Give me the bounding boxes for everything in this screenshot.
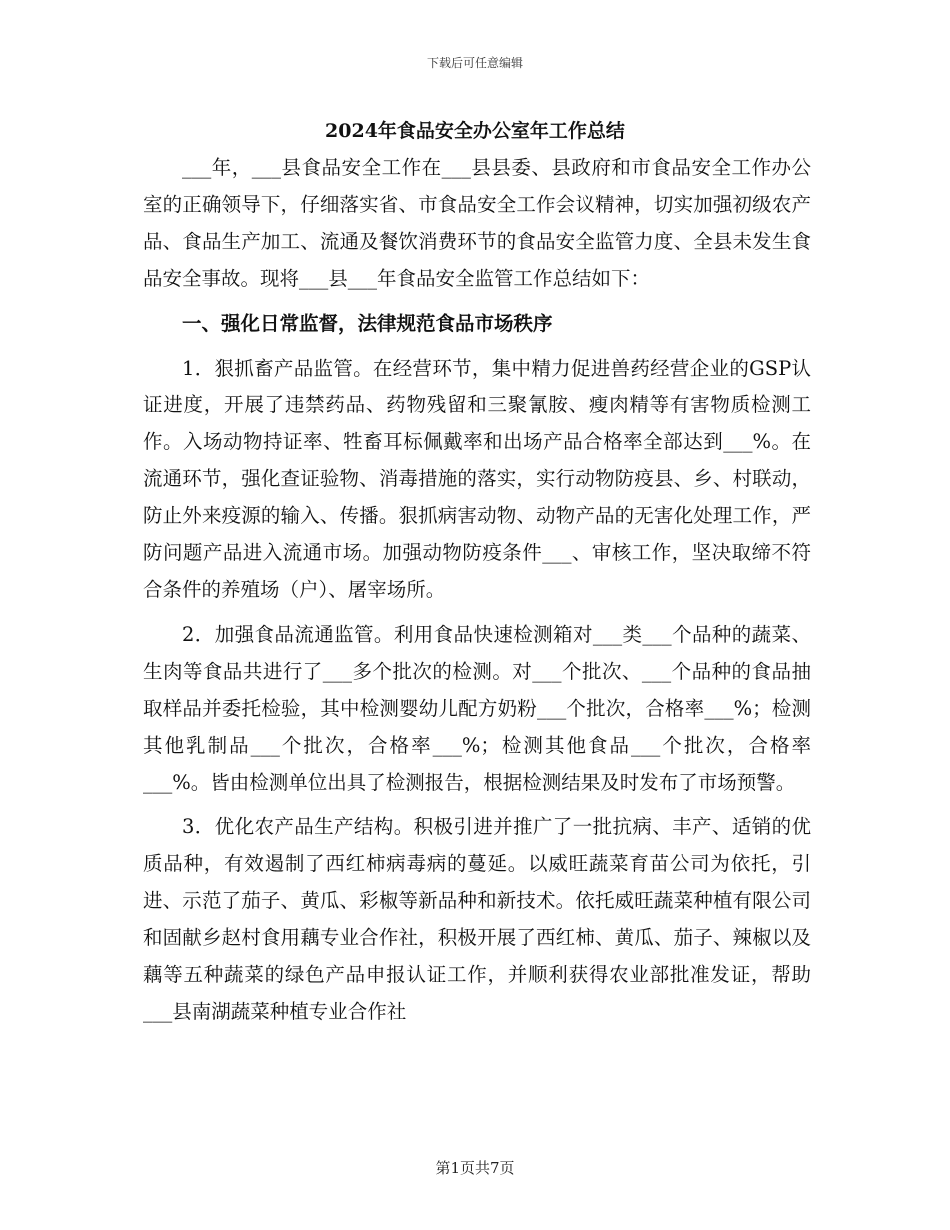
paragraph-agriculture: 3．优化农产品生产结构。积极引进并推广了一批抗病、丰产、适销的优质品种，有效遏制了西红柿病毒病的蔓延。以威旺蔬菜育苗公司为依托，引进、示范了茄子、黄瓜、彩椒等新品种和新技术。依托威旺蔬菜种植有限公司和固献乡赵村食用藕专业合作社，积极开展了西红柿、黄瓜、茄子、辣椒以及藕等五种蔬菜的绿色产品申报认证工作，并顺利获得农业部批准发证，帮助___县南湖蔬菜种植专业合作社	[143, 815, 811, 1023]
page-header: 下载后可任意编辑	[426, 56, 523, 70]
page-footer: 第1页共7页	[435, 1159, 515, 1177]
intro-paragraph: ___年，___县食品安全工作在___县县委、县政府和市食品安全工作办公室的正确领导下，仔细落实省、市食品安全工作会议精神，切实加强初级农产品、食品生产加工、流通及餐饮消费环节的食品安全监管力度、全县未发生食品安全事故。现将___县___年食品安全监管工作总结如下：	[143, 156, 811, 290]
paragraph-livestock: 1．狠抓畜产品监管。在经营环节，集中精力促进兽药经营企业的GSP认证进度，开展了违禁药品、药物残留和三聚氰胺、瘦肉精等有害物质检测工作。入场动物持证率、牲畜耳标佩戴率和出场产品合格率全部达到___%。在流通环节，强化查证验物、消毒措施的落实，实行动物防疫县、乡、村联动，防止外来疫源的输入、传播。狠抓病害动物、动物产品的无害化处理工作，严防问题产品进入流通市场。加强动物防疫条件___、审核工作，坚决取缔不符合条件的养殖场（户）、屠宰场所。	[143, 356, 811, 601]
section-heading: 一、强化日常监督，法律规范食品市场秩序	[182, 311, 553, 335]
document-body	[143, 150, 811, 1039]
document-title: 2024年食品安全办公室年工作总结	[325, 120, 625, 142]
paragraph-circulation: 2．加强食品流通监管。利用食品快速检测箱对___类___个品种的蔬菜、生肉等食品共进行了___多个批次的检测。对___个批次、___个品种的食品抽取样品并委托检验，其中检测婴幼儿配方奶粉___个批次，合格率___%；检测其他乳制品___个批次，合格率___%；检测其他食品___个批次，合格率___%。皆由检测单位出具了检测报告，根据检测结果及时发布了市场预警。	[143, 622, 811, 794]
